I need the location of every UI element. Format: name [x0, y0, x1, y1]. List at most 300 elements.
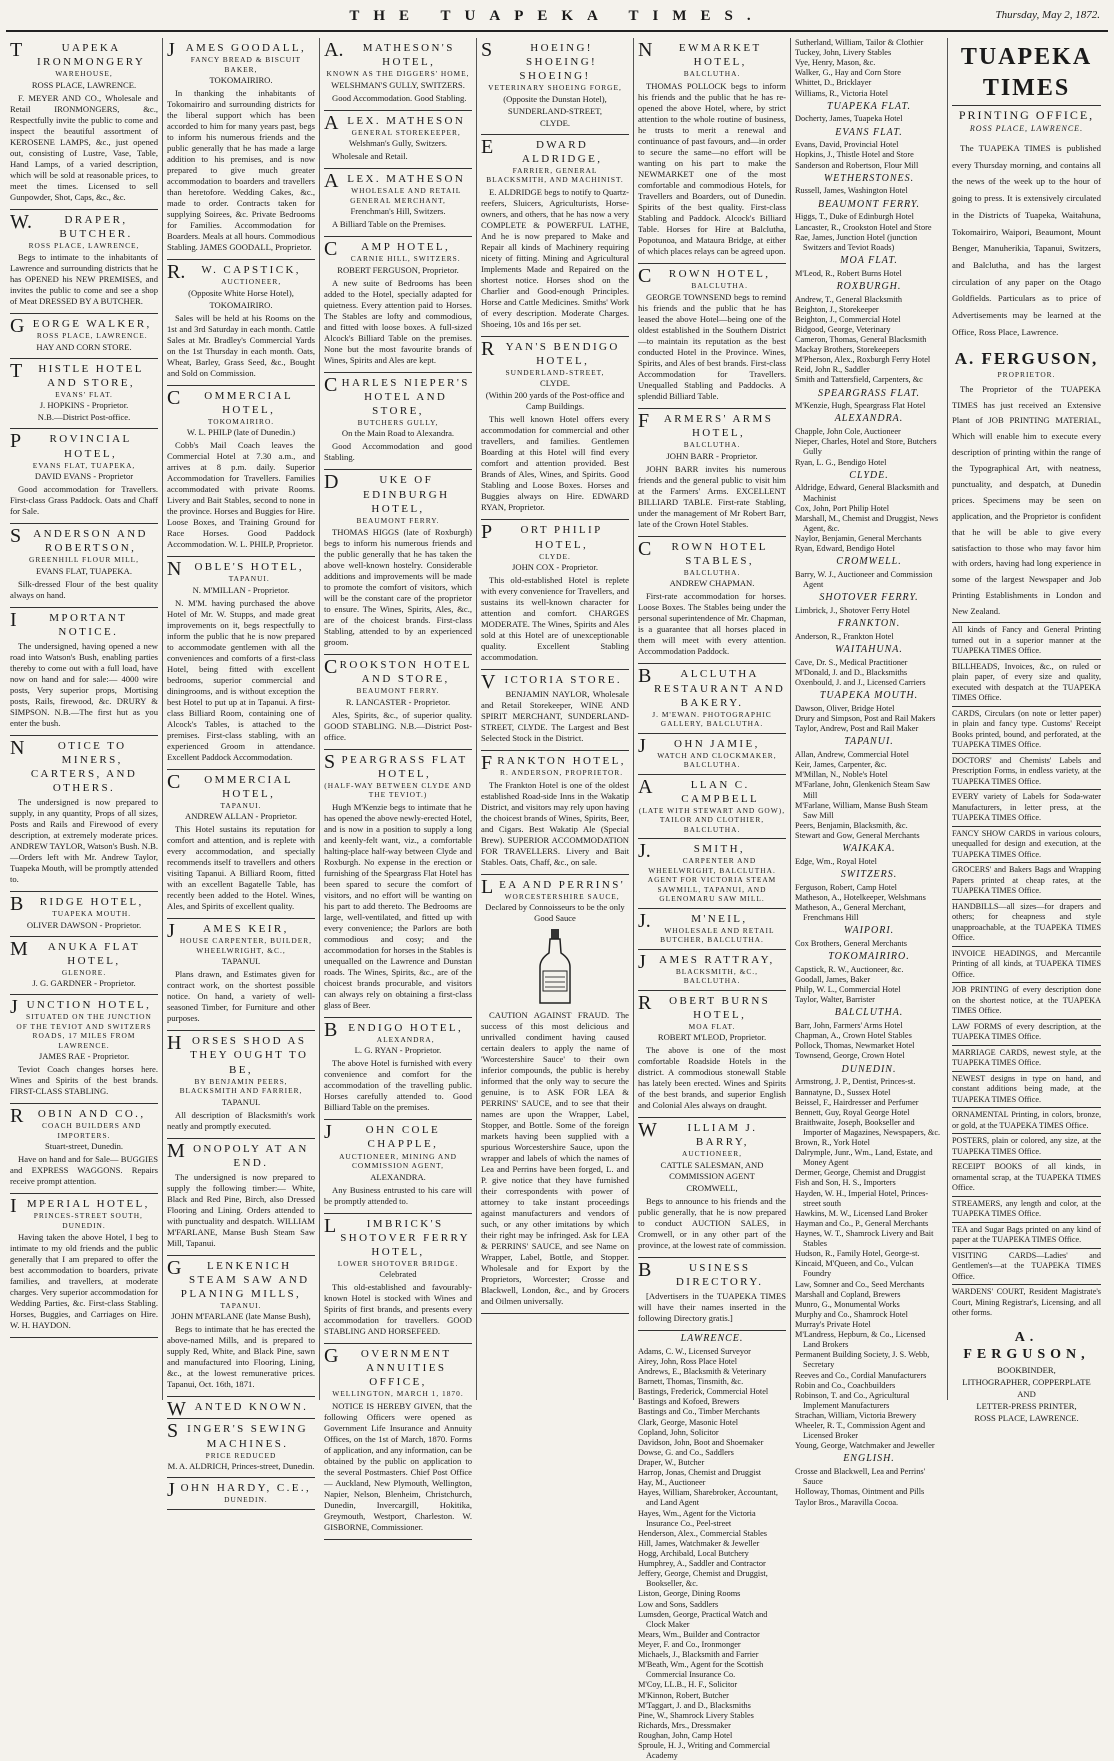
ad-subtitle: ALEXANDRA, [376, 1034, 435, 1044]
ad-line: TAPANUI. [221, 1096, 261, 1107]
ad-body: CAUTION AGAINST FRAUD. The success of this most delicious and unrivalled condiment having caused certain dealers to apply the name of 'Worcestershire Sauce' to their own inferior compounds, the public is hereby informed that the only way to secure the genuine, is to ASK FOR LEA & PERRINS' SAUCE, and to see that their names are upon the Wrapper, Label, Stopper, and Bottle. Some of the foreign markets having been supplied with a spurious Worcestershire Sauce, upon the wrapper and labels of which the names of Lea and Perrins have been forged, L. and P. give notice that they have furnished their correspondents with power of attorney to take instant proceedings against manufacturers and vendors of such, or any other imitations by which their right may be infringed. Ask for LEA & PERRINS' SAUCE, and see Name on Wrapper, Label, Bottle, and Stopper. Wholesale and for Export by the Proprietors, Worcester; Crosse and Blackwell, London, &c., and by Grocers and Oilmen universally. [481, 1010, 629, 1307]
ad-subtitle: GREENHILL FLOUR MILL, [28, 555, 140, 565]
ad-subtitle: BALCLUTHA. [683, 567, 741, 577]
ad-subtitle: TAPANUI. [220, 1300, 262, 1310]
directory-entry: Chapple, John Cole, Auctioneer [795, 427, 901, 437]
advertisement [638, 950, 786, 991]
directory-entry: Ryan, Edward, Bendigo Hotel [795, 544, 895, 554]
directory-entry: Robinson, T. and Co., Agricultural Implement Manufacturers [795, 1390, 910, 1410]
printing-services-list [952, 622, 1101, 1321]
directory-entry: M'Pherson, Alex., Roxburgh Ferry Hotel [795, 355, 931, 365]
ad-line: L. G. RYAN - Proprietor. [354, 1045, 442, 1056]
proprietor-name: A. FERGUSON, [954, 349, 1099, 369]
ad-subtitle: WHOLESALE AND RETAIL BUTCHER, BALCLUTHA. [660, 925, 775, 945]
footer-line: AND [1017, 1389, 1036, 1400]
ad-line: ALEXANDRA. [370, 1171, 426, 1182]
directory-entry: Brown, R., York Hotel [795, 1138, 870, 1148]
directory-entry: Lumsden, George, Practical Watch and Clock Maker [638, 1609, 768, 1629]
directory-entry: Hogg, Archibald, Local Butchery [638, 1549, 749, 1559]
ad-body: THOMAS POLLOCK begs to inform his friends and the public that he has re-opened the above Hotel, where, by strict attention to the whole routine of business, he trusts to merit a renewal and continuance of past favours, and—in order to secure the same—no effort will be wanting on his part to make the NEWMARKET one of the most comfortable and commodious Hotels, for Travellers and Boarders, out of Dunedin. Spirits of the best quality. First-class Stabling and Paddock. Alcock's Billiard Table. Horses for Hire at Balclutha, Popotunoa, and Mataura Bridge, at either of which places relays can be agreed upon. [638, 80, 786, 256]
newspaper-page [6, 38, 1108, 1761]
directory-entry: Rae, James, Junction Hotel (junction Switzers and Teviot Roads) [795, 232, 918, 252]
tuapeka-times-heading: TUAPEKA TIMES [952, 38, 1101, 106]
directory-entry: Reeves and Co., Cordial Manufacturers [795, 1370, 927, 1380]
directory-entry: Richards, Mrs., Dressmaker [638, 1720, 731, 1730]
ad-line: ROSS PLACE, LAWRENCE. [31, 79, 137, 90]
directory-entry: Marshall and Copland, Brewers [795, 1289, 901, 1299]
directory-entry: Capstick, R. W., Auctioneer, &c. [795, 964, 904, 974]
ad-subtitle: EVANS' FLAT. [55, 389, 113, 399]
directory-entry: Bidgood, George, Veterinary [795, 324, 891, 334]
printing-service-item: WARDENS' COURT, Resident Magistrate's Court, Mining Registrar's, Licensing, and all other forms. [952, 1284, 1101, 1321]
ad-line: CLYDE. [540, 117, 570, 128]
ad-line: (Within 200 yards of the Post-office and Camp Buildings. [485, 390, 625, 412]
printing-service-item: All kinds of Fancy and General Printing turned out in a superior manner at the TUAPEKA TIMES Office. [952, 622, 1101, 659]
directory-entry: Williams, R., Victoria Hotel [795, 88, 889, 98]
ad-title: SPEARGRASS FLAT HOTEL, [324, 750, 468, 780]
advertisement [324, 1344, 472, 1540]
printing-service-item: STREAMERS, any length and color, at the TUAPEKA TIMES Office. [952, 1196, 1101, 1222]
directory-entry: M'Landress, Hepburn, & Co., Licensed Land Brokers [795, 1330, 926, 1350]
printing-service-item: LAW FORMS of every description, at the TUAPEKA TIMES Office. [952, 1019, 1101, 1045]
directory-entry: Marshall, M., Chemist and Druggist, News Agent, &c. [795, 513, 939, 533]
directory-town: TUAPEKA MOUTH. [819, 690, 919, 702]
ad-body: This old-established Hotel is replete with every convenience for Travellers, and sustains its well-known character for attention and comfort. CHARGES MODERATE. The Wines, Spirits and Ales sold at this Hotel are of unexceptionable quality. Excellent Stabling accommodation. [481, 575, 629, 663]
advertisement [10, 1104, 158, 1194]
directory-town: EVANS FLAT. [835, 126, 903, 138]
column-4 [477, 38, 634, 1400]
ad-title: ALEX. MATHESON [324, 170, 466, 193]
directory-entry: Law, Somner and Co., Seed Merchants [795, 1279, 925, 1289]
ad-subtitle: (LATE WITH STEWART AND GOW), TAILOR AND CLOTHIER, BALCLUTHA. [638, 805, 786, 834]
printing-service-item: BILLHEADS, Invoices, &c., on ruled or plain paper, of every size and quality, executed with despatch at the TUAPEKA TIMES Office. [952, 659, 1101, 706]
directory-entry: Matheson, A., General Merchant, Frenchmans Hill [795, 903, 906, 923]
advertisement [167, 1397, 315, 1419]
ad-subtitle: DUNEDIN. [224, 1495, 268, 1505]
ad-title: A.MATHESON'S HOTEL, [324, 39, 455, 69]
advertisement [167, 260, 315, 386]
ad-subtitle: TAPANUI. [228, 574, 270, 584]
printing-service-item: DOCTORS' and Chemists' Labels and Prescription Forms, in endless variety, at the TUAPEKA TIMES Office. [952, 753, 1101, 790]
directory-entry: Taylor Bros., Maravilla Cocoa. [795, 1497, 899, 1507]
ad-subtitle: LOWER SHOTOVER BRIDGE. [337, 1258, 459, 1268]
directory-entry: Dowse, G. and Co., Saddlers [638, 1447, 734, 1457]
advertisement [167, 1419, 315, 1478]
ad-title: IMPERIAL HOTEL, [10, 1195, 150, 1218]
directory-entry: Copland, John, Solicitor [638, 1427, 719, 1437]
ad-line: ROBERT M'LEOD, Proprietor. [657, 1032, 767, 1043]
directory-town: TOKOMAIRIRO. [828, 951, 910, 963]
directory-entry: Cox, John, Port Philip Hotel [795, 503, 890, 513]
advertisement [638, 1118, 786, 1258]
advertisement [167, 1256, 315, 1398]
footer-lines [952, 1365, 1101, 1424]
printing-service-item: POSTERS, plain or colored, any size, at the TUAPEKA TIMES Office. [952, 1133, 1101, 1159]
printing-service-item: VISITING CARDS—Ladies' and Gentlemen's—at the TUAPEKA TIMES Office. [952, 1248, 1101, 1285]
column-2 [163, 38, 320, 1505]
ad-title: CROOKSTON HOTEL AND STORE, [324, 656, 472, 686]
advertisement [324, 237, 472, 373]
printing-service-item: HANDBILLS—all sizes—for drapers and others; for cheapness and style unapproachable, at the TUAPEKA TIMES Office. [952, 899, 1101, 946]
directory-entry: Hayes, Wm., Agent for the Victoria Insurance Co., Peel-street [638, 1508, 756, 1528]
footer-line: BOOKBINDER, [997, 1365, 1056, 1376]
ad-title: CROWN HOTEL STABLES, [638, 537, 768, 567]
proprietor-label: PROPRIETOR. [997, 370, 1056, 380]
ad-body: Any Business entrusted to his care will be promptly attended to. [324, 1184, 472, 1206]
directory-entry: Bannatyne, D., Sussex Hotel [795, 1087, 891, 1097]
ad-line: EVANS FLAT, TUAPEKA. [36, 565, 132, 576]
ad-line: R. LANCASTER - Proprietor. [345, 696, 451, 707]
ad-subtitle: GENERAL STOREKEEPER, [351, 127, 461, 137]
ad-body: Teviot Coach changes horses here. Wines and Spirits of the best brands. FIRST-CLASS STABLING. [10, 1064, 158, 1097]
ad-body: The undersigned is now prepared to supply the following timber:— White, Black and Red Pine, Birch, also Dressed Flooring and Lining. Orders attended to with punctuality and despatch. WILLIAM M'FARLANE, Manse Bush Steam Saw Mill, Tapanui. [167, 1171, 315, 1248]
ad-title: BRIDGE HOTEL, [10, 893, 144, 916]
directory-town: CROMWELL. [836, 556, 902, 568]
directory-town: TUAPEKA FLAT. [827, 100, 911, 112]
ad-body: Ales, Spirits, &c., of superior quality. GOOD STABLING. N.B.—District Post-office. [324, 709, 472, 742]
directory-entry: Young, George, Watchmaker and Jeweller [795, 1441, 935, 1451]
directory-entry: Bennett, Guy, Royal George Hotel [795, 1107, 910, 1117]
advertisement [10, 524, 158, 608]
ad-line: CLYDE. [540, 378, 570, 389]
advertisement [167, 919, 315, 1031]
advertisement [481, 135, 629, 337]
ad-subtitle: TOKOMAIRIRO. [207, 416, 275, 426]
ad-title: CHARLES NIEPER'S HOTEL AND STORE, [324, 373, 470, 417]
directory-entry: Harrop, Jonas, Chemist and Druggist [638, 1468, 762, 1478]
directory-town: BEAUMONT FERRY. [817, 198, 921, 210]
directory-entry: Allan, Andrew, Commercial Hotel [795, 750, 909, 760]
ad-body: E. ALDRIDGE begs to notify to Quartz-reefers, Sluicers, Agriculturists, Horse-owners, and others, that he has now a very COMPLETE & POWERFUL LATHE, And he is now prepared to Make and Repair all kinds of Machinery requiring nicety of fitting. Mining and Agricultural Implements Made and Repaired on the shortest notice. Horses shod on the Charlier and Good-enough Principles. Horse and Cattle Medicines. Smiths' Work of every description. Moderate Charges. Shoeing, 10s and 16s per set. [481, 186, 629, 329]
printing-service-item: FANCY SHOW CARDS in various colours, unequalled for design and execution, at the TUAPEKA TIMES Office. [952, 826, 1101, 863]
advertisement [324, 111, 472, 170]
directory-entry: M'Donald, J. and D., Blacksmiths [795, 667, 908, 677]
directory-entry: M'Leod, R., Robert Burns Hotel [795, 268, 902, 278]
ad-subtitle: ROSS PLACE, LAWRENCE. [36, 331, 148, 341]
advertisement [10, 429, 158, 524]
directory-entry: Edge, Wm., Royal Hotel [795, 856, 877, 866]
ad-line: CATTLE SALESMAN, AND COMMISSION AGENT [660, 1159, 764, 1181]
ad-line: TOKOMAIRIRO. [209, 299, 273, 310]
directory-town: LAWRENCE. [680, 1333, 744, 1345]
ad-title: MONOPOLY AT AN END. [167, 1139, 309, 1169]
advertisement [167, 1478, 315, 1510]
directory-entry: Beissel, F., Hairdresser and Perfumer [795, 1097, 919, 1107]
directory-entry: Low and Sons, Saddlers [638, 1599, 719, 1609]
ad-title: ROBIN AND CO., [10, 1105, 146, 1128]
ad-subtitle: AUCTIONEER, MINING AND COMMISSION AGENT, [339, 1151, 457, 1171]
ad-subtitle: TUAPEKA MOUTH. [52, 909, 132, 919]
ad-subtitle: SUNDERLAND-STREET, [505, 367, 605, 377]
ad-line: JOHN COX - Proprietor. [512, 562, 598, 573]
ad-title: NOBLE'S HOTEL, [167, 558, 305, 581]
ad-line: SUNDERLAND-STREET, [507, 105, 603, 116]
ad-subtitle: CARNIE HILL, SWITZERS. [350, 254, 461, 264]
ad-body: [Advertisers in the TUAPEKA TIMES will have their names inserted in the following Directory gratis.] [638, 1291, 786, 1324]
advertisement [167, 1031, 315, 1138]
advertisement [638, 734, 786, 775]
ad-body: First-rate accommodation for horses. Loose Boxes. The Stables being under the personal superintendence of Mr. Chapman, is a guarantee that all horses placed in them will meet with every attention. Accommodation Paddock. [638, 591, 786, 657]
ad-subtitle: BALCLUTHA. [691, 280, 748, 290]
ad-title: PROVINCIAL HOTEL, [10, 430, 132, 460]
directory-entry: Beighton, J., Storekeeper [795, 304, 879, 314]
footer-proprietor: A. FERGUSON, [963, 1329, 1090, 1363]
ad-body: Silk-dressed Flour of the best quality always on hand. [10, 578, 158, 600]
ad-body: A Billiard Table on the Premises. [332, 219, 446, 230]
ad-subtitle: PRICE REDUCED [205, 1450, 277, 1460]
ad-title: JAMES RATTRAY, [638, 950, 775, 973]
directory-entry: Clark, George, Masonic Hotel [638, 1417, 739, 1427]
ad-subtitle: BALCLUTHA. [683, 69, 741, 79]
directory-entry: Crosse and Blackwell, Lea and Perrins' Sauce [795, 1467, 926, 1487]
directory-entry: Aldridge, Edward, General Blacksmith and Machinist [795, 483, 939, 503]
ad-body: Have on hand and for Sale— BUGGIES and EXPRESS WAGGONS. Repairs receive prompt attention. [10, 1154, 158, 1187]
ad-line: TOKOMAIRIRO. [209, 75, 273, 86]
ad-line: Celebrated [379, 1269, 417, 1280]
ad-subtitle: FARRIER, GENERAL BLACKSMITH, AND MACHINIST. [486, 165, 624, 185]
printing-service-item: JOB PRINTING of every description done on the shortest notice, at the TUAPEKA TIMES Office. [952, 982, 1101, 1019]
directory-entry: Philp, W. L., Commercial Hotel [795, 985, 901, 995]
ad-subtitle: WELLINGTON, MARCH 1, 1870. [332, 1389, 464, 1399]
masthead [0, 0, 1114, 34]
ad-line: DAVID EVANS - Proprietor [34, 471, 134, 482]
ad-body: This Hotel sustains its reputation for comfort and attention, and is replete with every accommodation, and specially recommends itself to travellers and others visiting Tapanui. A Billiard Room, fitted with an excellent Bagatelle Table, has recently been added to the Hotel. Wines, Ales, and Spirits of excellent quality. [167, 824, 315, 912]
ad-title: TUAPEKA IRONMONGERY [10, 39, 146, 69]
directory-entry: Henderson, Alex., Commercial Stables [638, 1528, 768, 1538]
ad-subtitle: WHOLESALE AND RETAIL GENERAL MERCHANT, [350, 186, 462, 205]
advertisement [638, 1258, 786, 1331]
advertisement [638, 909, 786, 950]
directory-entry: Peers, Benjamin, Blacksmith, &c. [795, 820, 908, 830]
ad-subtitle: ROSS PLACE, LAWRENCE, [28, 240, 140, 250]
column-3 [320, 38, 477, 1532]
directory-town: SPEARGRASS FLAT. [817, 387, 921, 399]
ad-title: SINGER'S SEWING MACHINES. [167, 1420, 308, 1450]
printing-office-heading: PRINTING OFFICE, [958, 108, 1095, 123]
directory-entry: M'Millan, N., Noble's Hotel [795, 770, 888, 780]
ad-line: JAMES RAE - Proprietor. [38, 1051, 130, 1062]
advertisement [324, 1214, 472, 1345]
directory-entry: Wheeler, R. T., Commission Agent and Licensed Broker [795, 1421, 926, 1441]
ad-title: FRANKTON HOTEL, [481, 752, 626, 775]
ad-body: Good Accommodation and good Stabling. [324, 441, 472, 463]
ad-title: COMMERCIAL HOTEL, [167, 770, 294, 800]
advertisement [10, 314, 158, 359]
ad-subtitle: GLENORE. [61, 967, 107, 977]
directory-entry: Hayman and Co., P., General Merchants [795, 1218, 929, 1228]
ad-body: N. M'M. having purchased the above Hotel of Mr. W. Stupps, and made great improvements on it, begs respectfully to inform the public that he is now prepared to accommodate gentlemen with all the conveniences and comforts of a first-class Hotel, being fitted with excellent bedrooms, superior commercial and diningrooms, and is without exception the best Hotel to put up at in Tapanui. A first-class Billiard Room, containing one of Alcock's Tables, is attached to the premises. First-class stabling, with an experienced Groom in attendance. Excellent Paddock Accommodation. [167, 597, 315, 762]
directory-entry: Michaels, J., Blacksmith and Farrier [638, 1650, 759, 1660]
directory-town: BALCLUTHA. [834, 1007, 904, 1019]
ad-body: The Frankton Hotel is one of the oldest established Road-side Inns in the Wakatip District, and visitors may rely upon having the choicest brands of Wines, Spirits, Beer, and Cigars. Best Wakatip Ale (Special Brew). SUPERIOR ACCOMMODATION FOR TRAVELLERS. Livery and Bait Stables. Oats, Chaff, &c., on sale. [481, 779, 629, 867]
ad-subtitle: AUCTIONEER, [221, 277, 282, 287]
directory-town: DUNEDIN. [841, 1063, 897, 1075]
ad-subtitle: WAREHOUSE, [55, 69, 113, 79]
directory-entry: Hay, M., Auctioneer [638, 1478, 706, 1488]
ad-line: Frenchman's Hill, Switzers. [350, 206, 446, 217]
directory-entry: Hopkins, J., Thistle Hotel and Store [795, 150, 914, 160]
advertisement [638, 991, 786, 1119]
directory-entry: Holloway, Thomas, Ointment and Pills [795, 1487, 925, 1497]
directory-entry: Hill, James, Watchmaker & Jeweller [638, 1538, 760, 1548]
advertisement [10, 38, 158, 210]
directory-entry: Airey, John, Ross Place Hotel [638, 1356, 738, 1366]
directory-entry: Oxenbould, J. and J., Licensed Carriers [795, 678, 926, 688]
ad-subtitle: CARPENTER AND WHEELWRIGHT, BALCLUTHA. AGENT FOR VICTORIA STEAM SAWMILL, TAPANUI, AND GLENOMARU SAW MILL. [647, 856, 777, 904]
ad-body: Wholesale and Retail. [332, 151, 408, 162]
ad-title: FARMERS' ARMS HOTEL, [638, 410, 774, 440]
advertisement [167, 38, 315, 260]
ad-subtitle: KNOWN AS THE DIGGERS' HOME, [326, 69, 470, 79]
directory-entry: Sanderson and Robertson, Flour Mill [795, 160, 919, 170]
ad-title: NOTICE TO MINERS, CARTERS, AND OTHERS. [10, 736, 138, 795]
footer-line: LETTER-PRESS PRINTER, [976, 1401, 1077, 1412]
advertisement [167, 386, 315, 558]
column-1 [6, 38, 163, 1400]
directory-entry: Ferguson, Robert, Camp Hotel [795, 882, 897, 892]
directory-entry: Pine, W., Shamrock Livery Stables [638, 1710, 754, 1720]
ad-title: JOHN JAMIE, [638, 734, 760, 757]
directory-entry: Bastings and Kofoed, Brewers [638, 1397, 740, 1407]
ad-title: EDWARD ALDRIDGE, [481, 135, 603, 165]
ad-line: ANDREW CHAPMAN. [669, 578, 755, 589]
ad-title: WANTED KNOWN. [167, 1398, 309, 1421]
ad-subtitle: WATCH AND CLOCKMAKER, BALCLUTHA. [657, 750, 777, 770]
ad-title: NEWMARKET HOTEL, [638, 39, 762, 69]
directory-entry: Andrew, T., General Blacksmith [795, 294, 902, 304]
footer-line: ROSS PLACE, LAWRENCE. [974, 1413, 1079, 1424]
advertisement [638, 38, 786, 264]
ad-title: MANUKA FLAT HOTEL, [10, 937, 140, 967]
directory-entry: Sutherland, William, Tailor & Clothier [795, 38, 924, 47]
directory-entry: M'Farlane, William, Manse Bush Steam Saw Mill [795, 800, 928, 820]
printing-service-item: TEA and Sugar Bags printed on any kind of paper at the TUAPEKA TIMES Office. [952, 1222, 1101, 1248]
ad-title: R.W. CAPSTICK, [167, 261, 301, 284]
directory-entry: Matheson, A., Hotelkeeper, Welshmans [795, 892, 926, 902]
directory-entry: Taylor, Walter, Barrister [795, 995, 875, 1005]
directory-entry: Keir, James, Carpenter, &c. [795, 760, 887, 770]
directory-entry: Dermer, George, Chemist and Druggist [795, 1168, 926, 1178]
ad-title: SANDERSON AND ROBERTSON, [10, 525, 148, 555]
directory-entry: Mears, Wm., Builder and Contractor [638, 1629, 760, 1639]
directory-town: WAIPORI. [843, 925, 895, 937]
ad-subtitle: HOUSE CARPENTER, BUILDER, WHEELWRIGHT, &C., [179, 936, 312, 955]
ad-title: J.SMITH, [638, 840, 746, 863]
directory-entry: Beighton, J., Commercial Hotel [795, 314, 901, 324]
ad-line: On the Main Road to Alexandra. [341, 428, 455, 439]
directory-entry: Hayden, W. H., Imperial Hotel, Princes-street south [795, 1188, 929, 1208]
advertisement [638, 537, 786, 665]
ad-title: JOHN COLE CHAPPLE, [324, 1121, 441, 1151]
directory-entry: Evans, David, Provincial Hotel [795, 140, 899, 150]
ad-title: LEA AND PERRINS' [481, 875, 626, 898]
directory-town: MOA FLAT. [840, 254, 898, 266]
directory-entry: Dawson, Oliver, Bridge Hotel [795, 703, 895, 713]
column-6 [791, 38, 948, 1507]
ad-subtitle: (HALF-WAY BETWEEN CLYDE AND THE TEVIOT.) [324, 780, 472, 800]
advertisement [10, 1194, 158, 1338]
ad-body: Cobb's Mail Coach leaves the Commercial Hotel at 7.30 a.m., and arrives at 8 p.m. daily. Superior Accommodation for Travellers. Families accommodated with private Rooms. Livery and Bait Stables, second to none in the province. Horses and Buggies for Hire. Loose Boxes, and Training Ground for Race Horses. Good Paddock Accommodation. W. L. PHILP, Proprietor. [167, 440, 315, 550]
ad-body: F. MEYER AND CO., Wholesale and Retail IRONMONGERS, &c., Respectfully invite the public to come and inspect the beautiful assortment of KEROSENE LAMPS, &c., just opened out, consisting of Lustre, Vase, Table, Hand Lamps, of a varied description, which will be sold at reasonable prices, to meet the times. Licensed to sell Gunpowder, Shot, Caps, &c., &c. [10, 92, 158, 202]
ad-body: This well known Hotel offers every accommodation for commercial and other travellers, and families. Gentlemen Boarding at this Hotel will find every comfort and attention provided. Best Brands of Ales, Wines, and Spirits. Good Stabling and Loose Boxes. Horses and Buggies always on Hire. EDWARD RYAN, Proprietor. [481, 414, 629, 513]
ad-title: WILLIAM J. BARRY, [638, 1119, 758, 1149]
directory-entry: Murphy and Co., Shamrock Hotel [795, 1309, 908, 1319]
ad-body: This old-established and favourably-known Hotel is stocked with Wines and Spirits of first brands, and presents every accommodation for travellers. GOOD STABLING AND HORSEFEED. [324, 1282, 472, 1337]
advertisement [10, 892, 158, 937]
directory-entry: Armstrong, J. P., Dentist, Princes-st. [795, 1077, 916, 1087]
directory-entry: Kincaid, M'Queen, and Co., Vulcan Foundry [795, 1259, 914, 1279]
directory-entry: Walker, G., Hay and Corn Store [795, 68, 901, 78]
directory-entry: Anderson, R., Frankton Hotel [795, 631, 894, 641]
printing-service-item: ORNAMENTAL Printing, in colors, bronze, or gold, at the TUAPEKA TIMES Office. [952, 1107, 1101, 1133]
directory-entry: Nieper, Charles, Hotel and Store, Butchers Gully [795, 437, 937, 457]
advertisement [481, 751, 629, 875]
office-address: ROSS PLACE, LAWRENCE. [969, 123, 1084, 133]
directory-entry: Andrews, E., Blacksmith & Veterinary [638, 1367, 767, 1377]
directory-entry: Adams, C. W., Licensed Surveyor [638, 1346, 751, 1356]
ad-line: JOHN BARR - Proprietor. [666, 450, 758, 461]
directory-entry: Lancaster, R., Crookston Hotel and Store [795, 222, 932, 232]
directory-entry: Stewart and Gow, General Merchants [795, 830, 920, 840]
directory-town: CLYDE. [849, 469, 889, 481]
ad-body: Hugh M'Kenzie begs to intimate that he has opened the above newly-erected Hotel, and is now in a position to supply a long and keenly-felt want, viz., a comfortable halting-place half-way between Clyde and Roxburgh. No expense in the erection or furnishing of the Speargrass Flat Hotel has been spared to secure the comfort of visitors, and no effort will be wanting on his part to add thereto. The Bedrooms are large, well-ventilated, and fitted up with every convenience; the Parlors are both commodious and cosy; and the accommodation for horses in the Stables is unequalled on the Lawrence and Dunstan roads. The Wines, Spirits, &c., are of the choicest brands procurable, and visitors can always rely on obtaining a first-class glass of Beer. [324, 801, 472, 1010]
ad-title: J.M'NEIL, [638, 909, 748, 932]
directory-entry: Permanent Building Society, J. S. Webb, Secretary [795, 1350, 930, 1370]
directory-entry: Cave, Dr. S., Medical Practitioner [795, 657, 908, 667]
ad-title: IMPORTANT NOTICE. [10, 608, 128, 638]
directory-entry: Pollock, Thomas, Newmarket Hotel [795, 1041, 915, 1051]
directory-entry: Davidson, John, Boot and Shoemaker [638, 1437, 764, 1447]
directory-entry: Goodall, James, Baker [795, 975, 871, 985]
ad-title: BALCLUTHA RESTAURANT AND BAKERY. [638, 665, 786, 709]
directory-entry: Tuckey, John, Livery Stables [795, 48, 892, 58]
ad-line: Stuart-street, Dunedin. [44, 1141, 124, 1152]
ad-line: ANDREW ALLAN - Proprietor. [184, 811, 298, 822]
footer-line: LITHOGRAPHER, COPPERPLATE [962, 1377, 1091, 1388]
ad-title: LIMBRICK'S SHOTOVER FERRY HOTEL, [324, 1214, 470, 1258]
ad-subtitle: AUCTIONEER, [681, 1149, 743, 1159]
ad-subtitle: EVANS FLAT, TUAPEKA, [32, 460, 136, 470]
advertisement [10, 359, 158, 430]
ad-title: ALLAN C. CAMPBELL [638, 775, 760, 805]
directory-entry: Limbrick, J., Shotover Ferry Hotel [795, 606, 910, 616]
directory-entry: Bastings, Frederick, Commercial Hotel [638, 1387, 769, 1397]
ad-title: W.DRAPER, BUTCHER. [10, 210, 133, 240]
directory-entry: Townsend, George, Crown Hotel [795, 1051, 905, 1061]
ad-line: Declared by Connoisseurs to be the only Good Sauce [485, 902, 625, 924]
advertisement [10, 995, 158, 1104]
directory-entry: Munro, G., Monumental Works [795, 1299, 900, 1309]
ad-subtitle: FANCY BREAD & BISCUIT BAKER, [190, 55, 302, 74]
directory-entry: Hudson, R., Family Hotel, George-st. [795, 1249, 920, 1259]
ad-body: JOHN BARR invites his numerous friends and the general public to visit him at the Farmers' Arms. EXCELLENT BILLIARD TABLE. First-rate Stabling, under the management of Mr Robert Barr, late of the Crown Hotel Stables. [638, 463, 786, 529]
directory-entry: Barnett, Thomas, Tinsmith, &c. [638, 1377, 744, 1387]
ad-body: Begs to intimate to the inhabitants of Lawrence and surrounding districts that he has OPENED his NEW PREMISES, and invites the public to come and see a shop of Meat DRESSED BY A BUTCHER. [10, 252, 158, 307]
ad-line: M. A. ALDRICH, Princes-street, Dunedin. [167, 1461, 315, 1472]
directory-entry: Whittet, D., Bricklayer [795, 78, 872, 88]
paper-intro: The TUAPEKA TIMES is published every Thursday morning, and contains all the news of the week up to the hour of going to press. It is extensively circulated in the Districts of Tuapeka, Waitahuna, Tokomairiro, Waipori, Beaumont, Mount Benger, Manuherikia, Tapanui, Switzers, and Balclutha, and has the largest circulation of any paper on the Otago Goldfields. Particulars as to price of Advertisements may be learned at the Office, Ross Place, Lawrence. [952, 143, 1101, 337]
ad-line: J. HOPKINS - Proprietor. [39, 400, 129, 411]
ad-title: PORT PHILIP HOTEL, [481, 521, 603, 551]
ad-line: (Opposite White Horse Hotel), [188, 287, 294, 298]
printing-service-item: EVERY variety of Labels for Soda-water Manufacturers, in letter press, at the TUAPEKA TIMES Office. [952, 789, 1101, 826]
ad-body: Begs to announce to his friends and the public generally, that he is now prepared to conduct AUCTION SALES, in Cromwell, or in any other part of the province, at the lowest rate of commission. [638, 1195, 786, 1250]
directory-entry: Chapman, A., Crown Hotel Stables [795, 1031, 912, 1041]
ad-body: GEORGE TOWNSEND begs to remind his friends and the public that he has leased the above Hotel—being one of the oldest established in the Southern District—to maintain its reputation as the best conducted Hotel in the Province. Wines, Spirits, and Ales of best brands. First-class Accommodation for Travellers. Unequalled Stabling and Paddocks. A splendid Billiard Table. [638, 292, 786, 402]
directory-entry: Naylor, Benjamin, General Merchants [795, 534, 922, 543]
ad-title: GLENKENICH STEAM SAW AND PLANING MILLS, [167, 1256, 310, 1300]
directory-town: SHOTOVER FERRY. [819, 592, 919, 604]
